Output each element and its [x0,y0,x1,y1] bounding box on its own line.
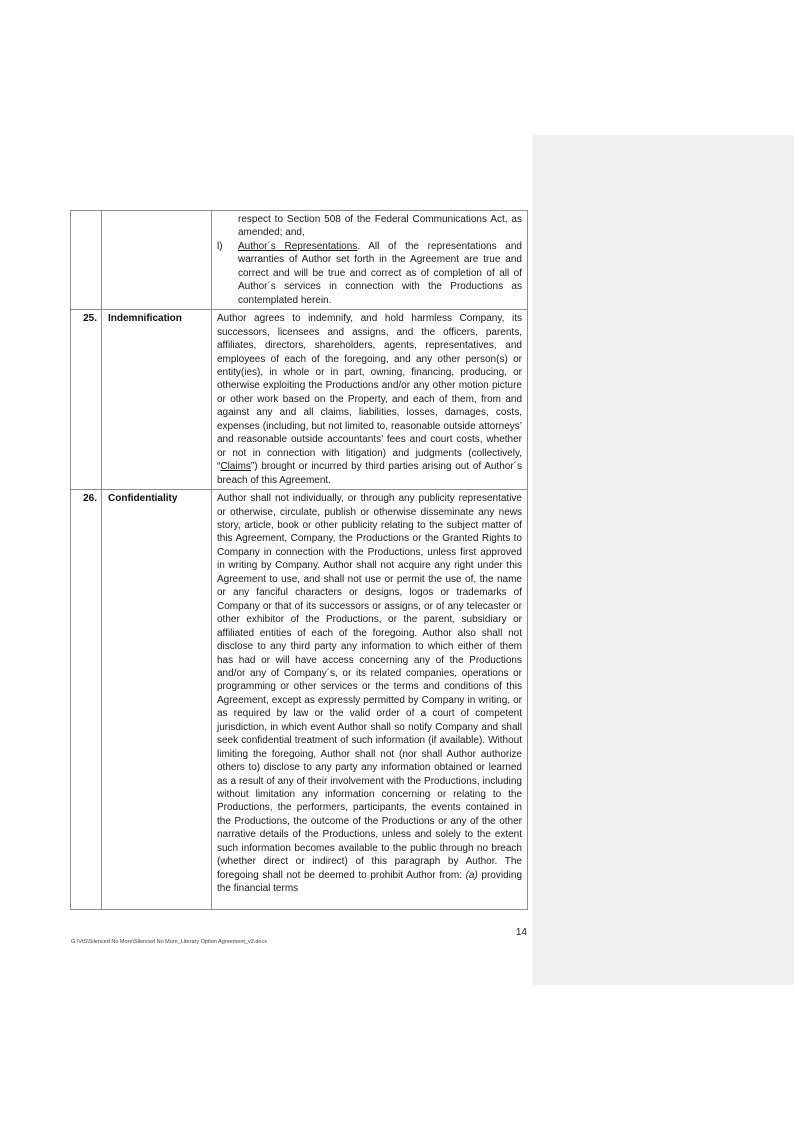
clause-text: providing the financial terms [217,869,523,895]
table-row-confidentiality [71,490,528,910]
clause-number: 25. [71,310,102,490]
clause-text: ”) brought or incurred by third parties arising out of Author´s breach of this Agreement. [217,461,522,486]
italic-enumerator: (a) [465,869,478,881]
underlined-term: Claims [220,461,251,473]
list-marker: l) [217,240,223,252]
list-item [217,240,522,307]
clause-number [71,211,102,310]
clause-body [212,310,528,490]
clause-title: Indemnification [102,310,212,490]
list-item-text: . All of the representations and warranties of Author set forth in the Agreement are true and correct and will be true and correct as of completion of all of Author´s services in connection with the Productions as contemplated herein. [238,240,522,306]
clause-number: 26. [71,490,102,910]
table-row-continuation [71,211,528,310]
footer-file-path: G:\VtS\Silenced No More\Silenced No More_Literary Option Agreement_v2.docx [71,939,267,945]
agreement-table [70,210,528,910]
clause-title [102,211,212,310]
clause-body [212,211,528,310]
continuation-paragraph: respect to Section 508 of the Federal Communications Act, as amended; and, [238,214,522,239]
clause-text: Author agrees to indemnify, and hold harmless Company, its successors, licensees and assigns, and the officers, parents, affiliates, directors, shareholders, agents, representatives, and employees of each of the foregoing, and any other person(s) or entity(ies), in whole or in part, owning, financing, producing, or otherwise exploiting the Productions and/or any other motion picture or other work based on the Property, and each of them, from and against any and all claims, liabilities, losses, damages, costs, expenses (including, but not limited to, reasonable outside attorneys’ and reasonable outside accountants’ fees and court costs, whether or not in connection with litigation) and judgments (collectively, “ [217,313,522,473]
clause-title: Confidentiality [102,490,212,910]
underlined-heading: Author´s Representations [238,240,358,252]
background-panel [533,135,794,985]
clause-text: Author shall not individually, or through any publicity representative or otherwise, circulate, publish or otherwise disseminate any news story, article, book or other publicity relating to the subject matter of this Agreement, Company, the Productions or the Granted Rights to Company in connection with the Productions, unless first approved in writing by Company. Author shall not acquire any right under this Agreement to use, and shall not use or permit the use of, the name or any fanciful characters or designs, logos or trademarks of Company or that of its successors or assigns, or of any telecaster or other exhibitor of the Productions, or the parent, subsidiary or affiliated entities of each of the foregoing. Author also shall not disclose to any third party any information to which either of them has had or will have access concerning any of the Productions and/or any of Company´s, or its related companies, operations or programming or other services or the terms and conditions of this Agreement, except as expressly permitted by Company in writing, or as required by law or the valid order of a court of competent jurisdiction, in which event Author shall so notify Company and shall seek confidential treatment of such information (if available). Without limiting the foregoing, Author shall not (nor shall Author authorize others to) disclose to any party any information obtained or learned as a result of any of their involvement with the Productions, including without limitation any information concerning or relating to the Productions, the performers, participants, the events contained in the Productions, the outcome of the Productions or any of the other narrative details of the Productions, unless and solely to the extent such information becomes available to the public through no breach (whether direct or indirect) of this paragraph by Author. The foregoing shall not be deemed to prohibit Author from: [217,493,522,881]
clause-body [212,490,528,910]
page-number: 14 [515,927,527,938]
table-row-indemnification [71,310,528,490]
